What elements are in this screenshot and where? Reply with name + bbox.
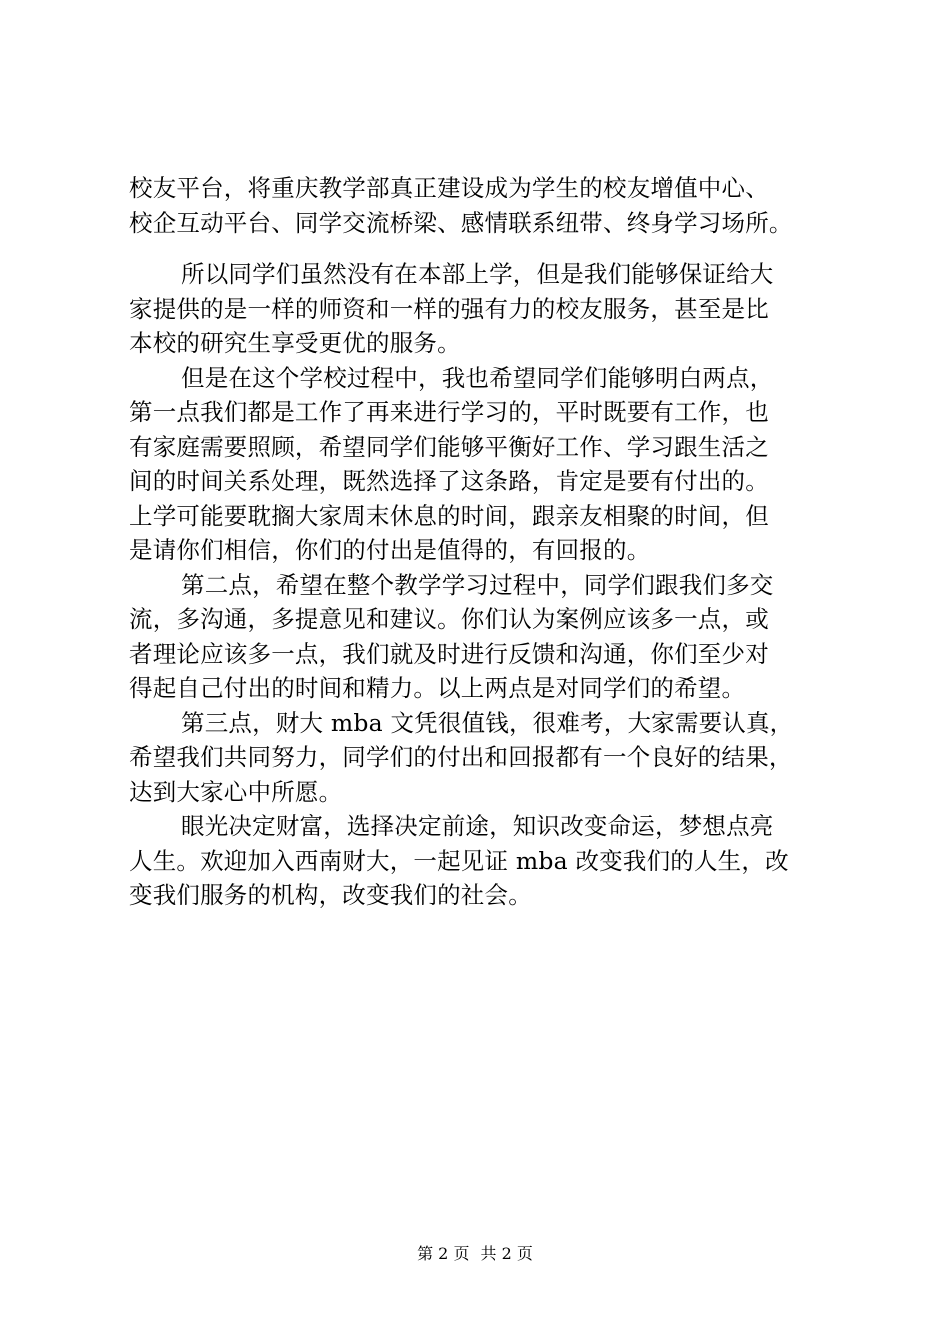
text-line: 所以同学们虽然没有在本部上学，但是我们能够保证给大 bbox=[181, 260, 774, 288]
paragraph-3 bbox=[129, 568, 834, 706]
text-line: 家提供的是一样的师资和一样的强有力的校友服务，甚至是比 bbox=[129, 294, 769, 323]
paragraph-spacer bbox=[129, 240, 834, 257]
text-line: 人生。欢迎加入西南财大，一起见证 mba 改变我们的人生，改 bbox=[129, 846, 789, 875]
text-line: 校友平台，将重庆教学部真正建设成为学生的校友增值中心、 bbox=[129, 174, 769, 202]
text-line: 得起自己付出的时间和精力。以上两点是对同学们的希望。 bbox=[129, 674, 746, 702]
text-line: 第二点，希望在整个教学学习过程中，同学们跟我们多交 bbox=[181, 570, 774, 599]
text-line: 但是在这个学校过程中，我也希望同学们能够明白两点， bbox=[181, 363, 774, 392]
page-number: 第 2 页 bbox=[417, 1244, 470, 1263]
text-line: 第三点，财大 mba 文凭很值钱，很难考，大家需要认真， bbox=[181, 708, 794, 737]
text-line: 本校的研究生享受更优的服务。 bbox=[129, 329, 461, 357]
text-line: 者理论应该多一点，我们就及时进行反馈和沟通，你们至少对 bbox=[129, 639, 769, 668]
text-line: 希望我们共同努力，同学们的付出和回报都有一个良好的结果， bbox=[129, 743, 793, 771]
page-footer bbox=[0, 1243, 950, 1265]
paragraph-5 bbox=[129, 809, 834, 913]
paragraph-4 bbox=[129, 706, 834, 810]
text-line: 上学可能要耽搁大家周末休息的时间，跟亲友相聚的时间，但 bbox=[129, 501, 769, 530]
page-total: 共 2 页 bbox=[480, 1244, 533, 1263]
text-line: 间的时间关系处理，既然选择了这条路，肯定是要有付出的。 bbox=[129, 467, 769, 495]
text-line: 第一点我们都是工作了再来进行学习的，平时既要有工作，也 bbox=[129, 398, 769, 426]
text-line: 是请你们相信，你们的付出是值得的，有回报的。 bbox=[129, 536, 651, 564]
text-line: 眼光决定财富，选择决定前途，知识改变命运，梦想点亮 bbox=[181, 812, 774, 840]
paragraph-2 bbox=[129, 361, 834, 568]
text-line: 流，多沟通，多提意见和建议。你们认为案例应该多一点，或 bbox=[129, 605, 769, 633]
intro-paragraph bbox=[129, 171, 834, 240]
text-line: 变我们服务的机构，改变我们的社会。 bbox=[129, 881, 532, 909]
paragraph-1 bbox=[129, 257, 834, 361]
text-line: 达到大家心中所愿。 bbox=[129, 777, 343, 806]
text-line: 校企互动平台、同学交流桥梁、感情联系纽带、终身学习场所。 bbox=[129, 208, 793, 237]
document-body bbox=[129, 171, 834, 913]
text-line: 有家庭需要照顾，希望同学们能够平衡好工作、学习跟生活之 bbox=[129, 432, 769, 461]
